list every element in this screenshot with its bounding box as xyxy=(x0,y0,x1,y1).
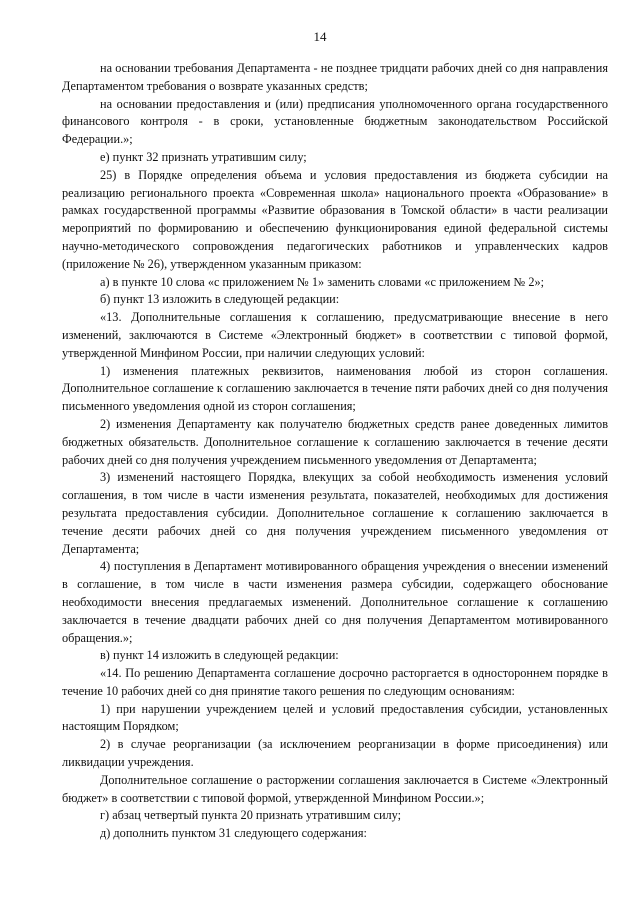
paragraph: Дополнительное соглашение о расторжении соглашения заключается в Системе «Электронный бюджет» в соответствии с типовой формой, утвержденной Минфином России.»; xyxy=(62,772,608,805)
page-number: 14 xyxy=(313,29,327,44)
paragraph: д) дополнить пунктом 31 следующего содержания: xyxy=(100,826,367,841)
paragraph: г) абзац четвертый пункта 20 признать утратившим силу; xyxy=(100,808,402,823)
paragraph: а) в пункте 10 слова «с приложением № 1» заменить словами «с приложением № 2»; xyxy=(100,274,545,289)
paragraph: 1) при нарушении учреждением целей и условий предоставления субсидии, установленных настоящим Порядком; xyxy=(62,701,608,734)
paragraph: «13. Дополнительные соглашения к соглашению, предусматривающие внесение в него изменений, заключаются в Системе «Электронный бюджет» в соответствии с типовой формой, утвержденной Минфином России, при наличии следующих условий: xyxy=(62,310,608,360)
paragraph: е) пункт 32 признать утратившим силу; xyxy=(100,149,307,164)
paragraph: б) пункт 13 изложить в следующей редакции: xyxy=(100,292,340,307)
paragraph: 4) поступления в Департамент мотивированного обращения учреждения о внесении изменений в соглашение, в том числе в части изменения размера субсидии, содержащего обоснование необходимости внесения предлагаемых изменений. Дополнительное соглашение к соглашению заключается в течение двадцати рабочих дней со дня получения Департаментом мотивированного обращения.»; xyxy=(62,559,608,645)
paragraph: «14. По решению Департамента соглашение досрочно расторгается в одностороннем порядке в течение 10 рабочих дней со дня принятие такого решения по следующим основаниям: xyxy=(62,666,608,698)
paragraph: 25) в Порядке определения объема и условия предоставления из бюджета субсидии на реализацию регионального проекта «Современная школа» национального проекта «Образование» в рамках государственной программы «Развитие образования в Томской области» в части реализации мероприятий по формированию и обеспечению функционирования единой федеральной системы научно-методического сопровождения педагогических работников и управленческих кадров (приложение № 26), утвержденном указанным приказом: xyxy=(62,167,608,271)
paragraph: на основании предоставления и (или) предписания уполномоченного органа государственного финансового контроля - в сроки, установленные бюджетным законодательством Российской Федерации.»; xyxy=(62,96,608,147)
paragraph: 3) изменений настоящего Порядка, влекущих за собой необходимость изменения условий соглашения, в том числе в части изменения результата, показателей, необходимых для достижения результата предоставления субсидии. Дополнительное соглашение к соглашению заключается в течение десяти рабочих дней со дня получения учреждением письменного уведомления от Департамента; xyxy=(62,470,608,556)
document-body xyxy=(62,60,608,843)
paragraph: 2) изменения Департаменту как получателю бюджетных средств ранее доведенных лимитов бюджетных обязательств. Дополнительное соглашение к соглашению заключается в течение десяти рабочих дней со дня получения учреждением письменного уведомления от Департамента; xyxy=(62,416,608,467)
paragraph: на основании требования Департамента - не позднее тридцати рабочих дней со дня направления Департаментом требования о возврате указанных средств; xyxy=(62,61,608,93)
paragraph: 1) изменения платежных реквизитов, наименования любой из сторон соглашения. Дополнительное соглашение к соглашению заключается в течение пяти рабочих дней со дня получения письменного уведомления одной из сторон соглашения; xyxy=(62,363,608,414)
paragraph: в) пункт 14 изложить в следующей редакции: xyxy=(100,648,339,663)
paragraph: 2) в случае реорганизации (за исключением реорганизации в форме присоединения) или ликвидации учреждения. xyxy=(62,737,608,770)
